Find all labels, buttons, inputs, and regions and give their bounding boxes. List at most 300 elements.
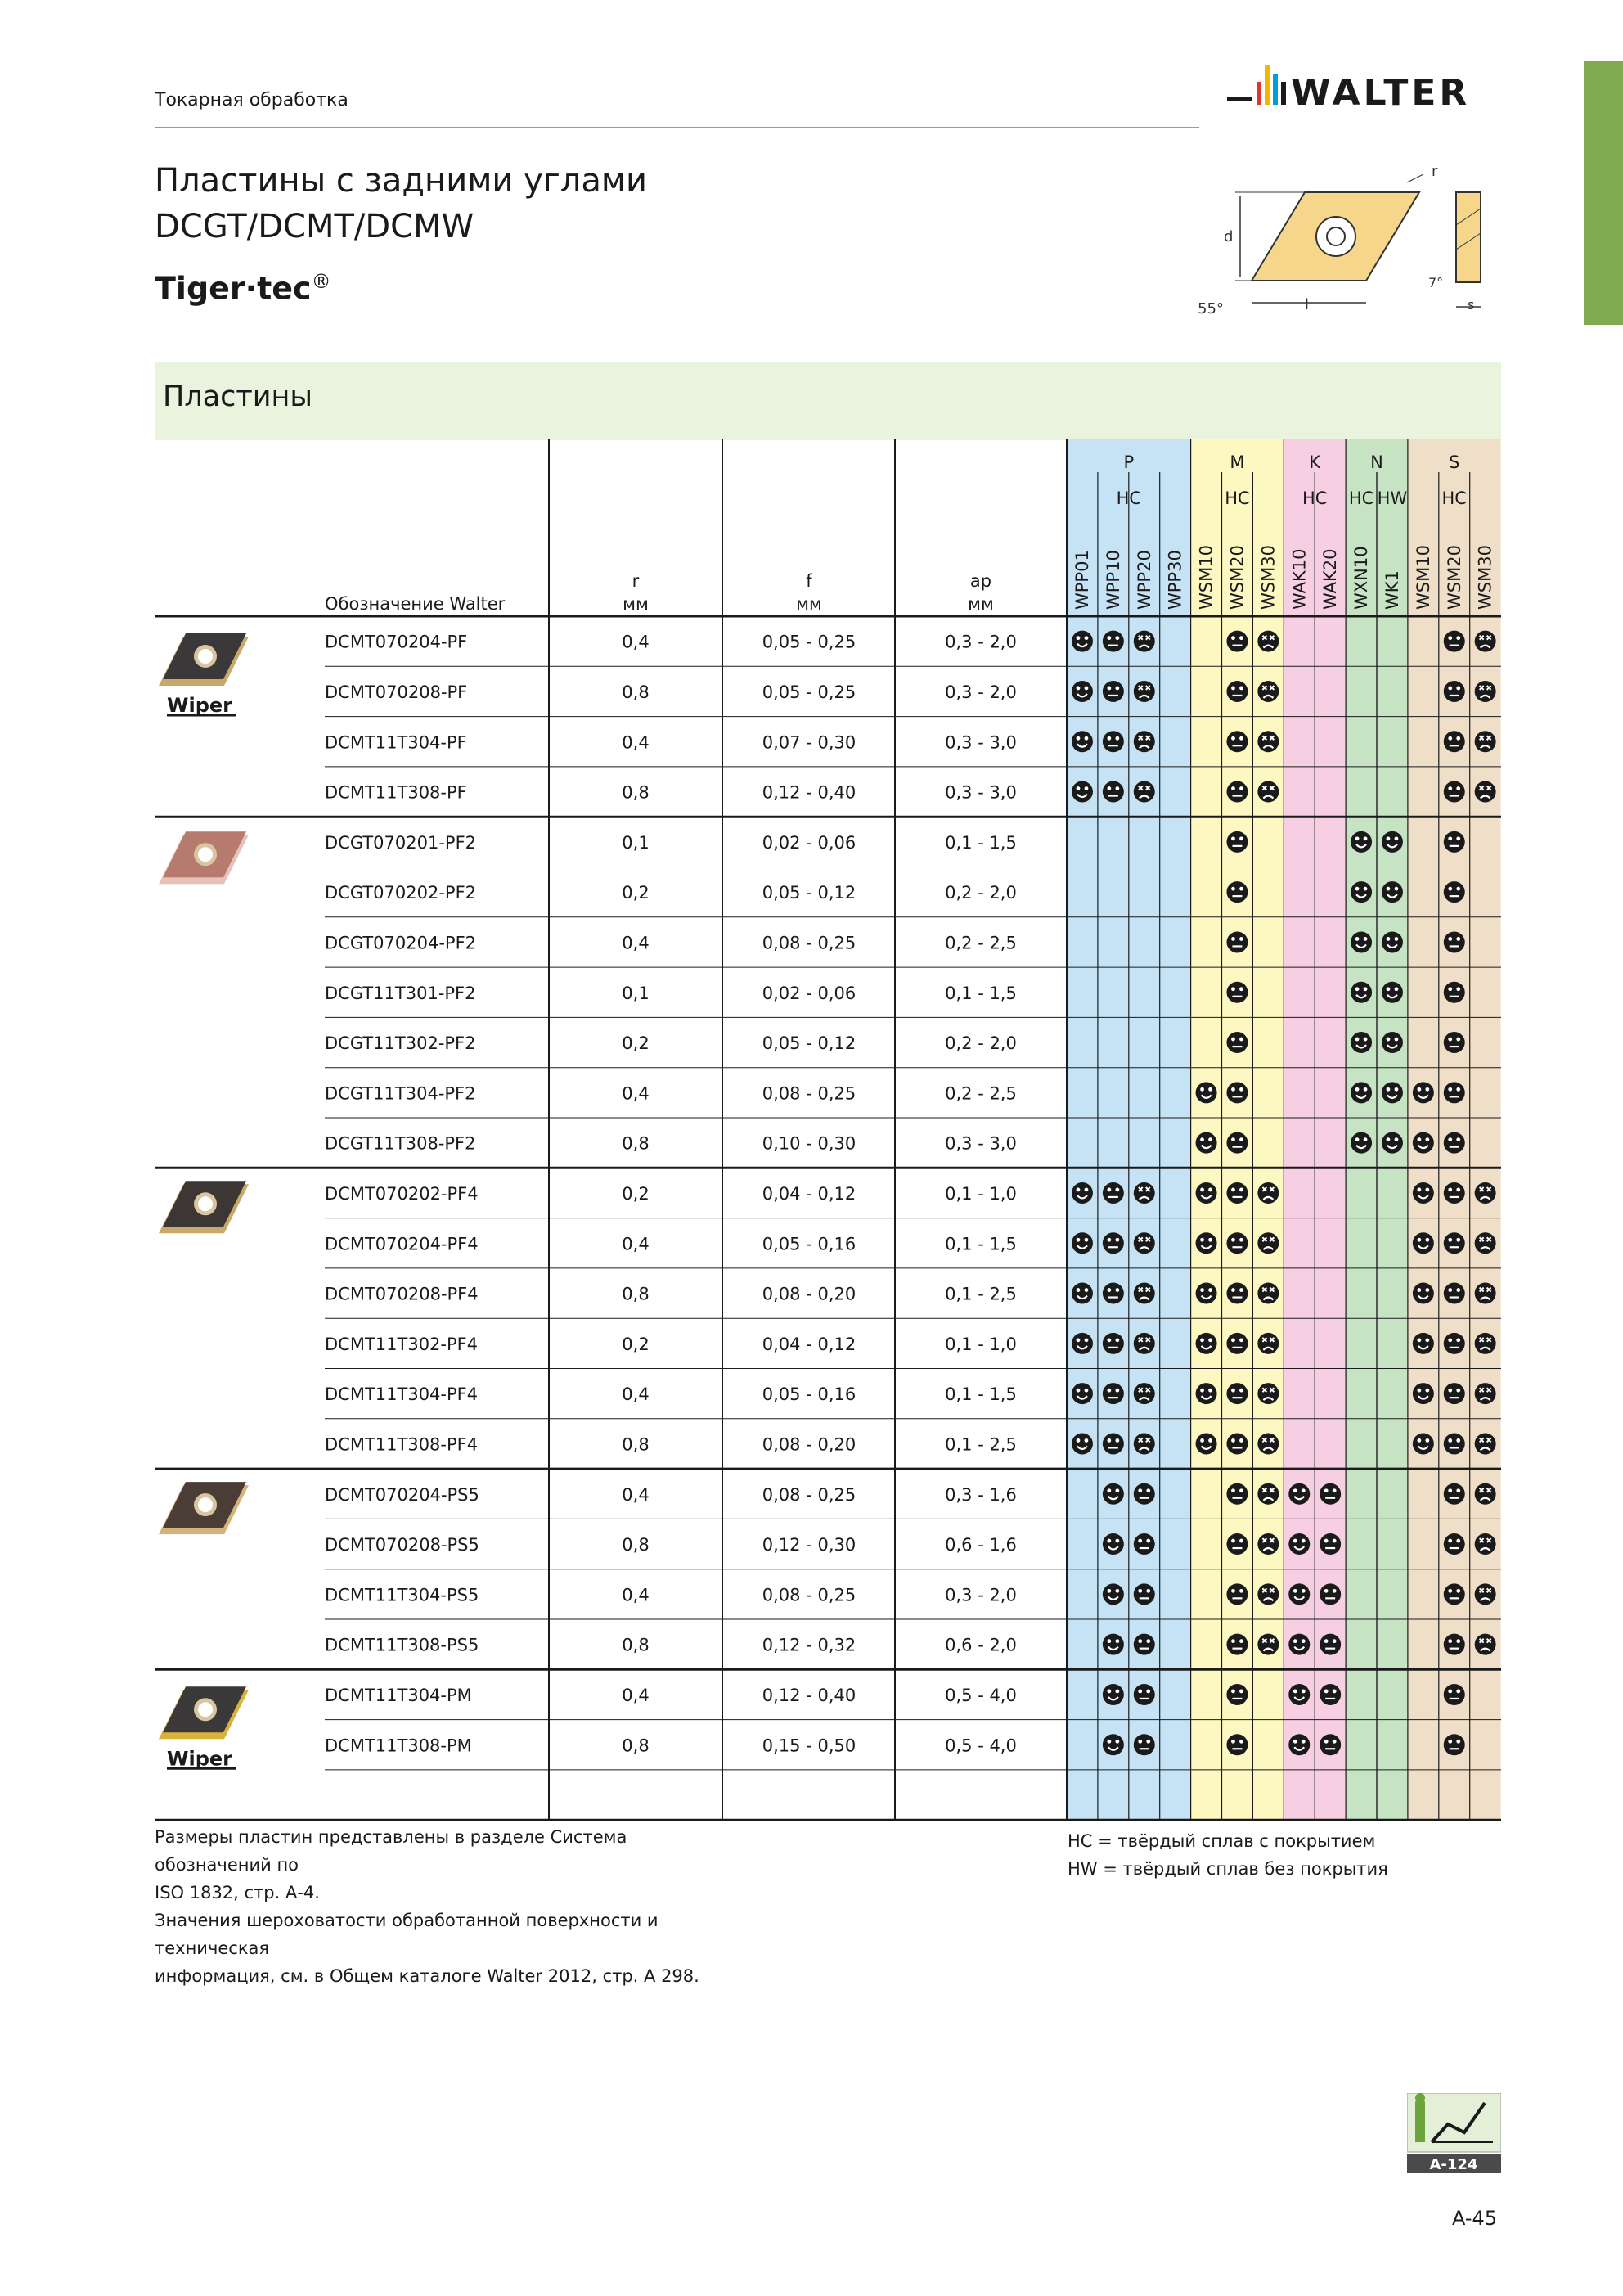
good-suitability-icon xyxy=(1103,1533,1124,1555)
feed-value: 0,05 - 0,12 xyxy=(762,1033,856,1054)
limited-suitability-icon xyxy=(1134,1333,1155,1354)
good-suitability-icon xyxy=(1351,1082,1372,1103)
grade-header: WSM30 xyxy=(1258,545,1279,610)
medium-suitability-icon xyxy=(1226,982,1248,1003)
good-suitability-icon xyxy=(1351,1032,1372,1053)
good-suitability-icon xyxy=(1103,1684,1124,1705)
insert-code: DCGT11T304-PF2 xyxy=(325,1083,476,1104)
medium-suitability-icon xyxy=(1444,1182,1465,1204)
limited-suitability-icon xyxy=(1475,1483,1496,1505)
depth-value: 0,6 - 1,6 xyxy=(945,1535,1017,1555)
medium-suitability-icon xyxy=(1226,931,1248,952)
diagram-label-angle: 55° xyxy=(1198,300,1224,317)
grade-header: WPP20 xyxy=(1134,550,1154,610)
footnote-line: Значения шероховатости обработанной поверхности и техническая xyxy=(155,1911,659,1958)
material-group-label: P xyxy=(1123,452,1135,472)
limited-suitability-icon xyxy=(1475,1583,1496,1605)
medium-suitability-icon xyxy=(1444,781,1465,803)
feed-value: 0,08 - 0,20 xyxy=(762,1434,856,1455)
medium-suitability-icon xyxy=(1226,1483,1248,1505)
radius-value: 0,4 xyxy=(622,1585,650,1605)
medium-suitability-icon xyxy=(1226,1383,1248,1404)
medium-suitability-icon xyxy=(1320,1533,1341,1555)
brand-name xyxy=(155,270,331,307)
limited-suitability-icon xyxy=(1475,781,1496,803)
insert-code: DCGT11T308-PF2 xyxy=(325,1133,476,1154)
good-suitability-icon xyxy=(1103,1734,1124,1755)
grade-header: WPP01 xyxy=(1072,550,1092,610)
subgroup-label: HC xyxy=(1225,488,1250,508)
limited-suitability-icon xyxy=(1475,681,1496,702)
depth-value: 0,1 - 1,5 xyxy=(945,1384,1017,1405)
radius-value: 0,4 xyxy=(622,1384,650,1405)
page-title-line2: DCGT/DCMT/DCMW xyxy=(155,208,474,245)
medium-suitability-icon xyxy=(1103,1283,1124,1304)
medium-suitability-icon xyxy=(1320,1583,1341,1605)
depth-value: 0,1 - 1,0 xyxy=(945,1334,1017,1354)
good-suitability-icon xyxy=(1413,1082,1434,1103)
insert-image xyxy=(159,831,249,884)
limited-suitability-icon xyxy=(1475,1182,1496,1204)
insert-code: DCMT11T304-PM xyxy=(325,1685,472,1705)
medium-suitability-icon xyxy=(1444,1433,1465,1454)
good-suitability-icon xyxy=(1072,1383,1093,1404)
limited-suitability-icon xyxy=(1475,631,1496,652)
medium-suitability-icon xyxy=(1226,681,1248,702)
grade-header: WPP30 xyxy=(1165,550,1185,610)
medium-suitability-icon xyxy=(1226,1533,1248,1555)
grade-header: WSM10 xyxy=(1413,545,1433,610)
insert-code: DCMT11T304-PS5 xyxy=(325,1585,479,1605)
medium-suitability-icon xyxy=(1103,731,1124,752)
good-suitability-icon xyxy=(1382,1082,1403,1103)
depth-value: 0,3 - 2,0 xyxy=(945,632,1017,652)
medium-suitability-icon xyxy=(1226,1032,1248,1053)
good-suitability-icon xyxy=(1288,1533,1310,1555)
medium-suitability-icon xyxy=(1444,1333,1465,1354)
good-suitability-icon xyxy=(1196,1433,1217,1454)
radius-value: 0,4 xyxy=(622,933,650,953)
footnote-line: ISO 1832, стр. А-4. xyxy=(155,1883,320,1902)
good-suitability-icon xyxy=(1413,1283,1434,1304)
col-header-f: f xyxy=(806,571,812,591)
insert-image xyxy=(159,1482,249,1534)
radius-value: 0,4 xyxy=(622,1083,650,1104)
good-suitability-icon xyxy=(1382,931,1403,952)
diagram-label-l: l xyxy=(1305,296,1310,313)
medium-suitability-icon xyxy=(1444,1283,1465,1304)
radius-value: 0,4 xyxy=(622,1484,650,1505)
depth-value: 0,6 - 2,0 xyxy=(945,1635,1017,1655)
medium-suitability-icon xyxy=(1320,1483,1341,1505)
feed-value: 0,08 - 0,25 xyxy=(762,1585,856,1605)
insert-code: DCMT070204-PF4 xyxy=(325,1234,479,1254)
feed-value: 0,05 - 0,16 xyxy=(762,1384,856,1405)
diagram-label-r: r xyxy=(1432,163,1438,180)
feed-value: 0,08 - 0,20 xyxy=(762,1284,856,1304)
good-suitability-icon xyxy=(1072,1283,1093,1304)
radius-value: 0,8 xyxy=(622,1635,650,1655)
subgroup-label: HC xyxy=(1441,488,1467,508)
insert-code: DCMT070204-PF xyxy=(325,632,468,652)
insert-code: DCMT070208-PS5 xyxy=(325,1535,479,1555)
limited-suitability-icon xyxy=(1475,1634,1496,1655)
good-suitability-icon xyxy=(1288,1634,1310,1655)
medium-suitability-icon xyxy=(1226,1182,1248,1204)
good-suitability-icon xyxy=(1413,1433,1434,1454)
material-group-label: K xyxy=(1309,452,1321,472)
limited-suitability-icon xyxy=(1257,1232,1279,1254)
page-title-line1: Пластины с задними углами xyxy=(155,162,648,200)
limited-suitability-icon xyxy=(1134,1283,1155,1304)
radius-value: 0,2 xyxy=(622,1183,650,1204)
limited-suitability-icon xyxy=(1134,681,1155,702)
grade-header: WSM10 xyxy=(1196,545,1216,610)
feed-value: 0,12 - 0,40 xyxy=(762,1685,856,1705)
medium-suitability-icon xyxy=(1103,1333,1124,1354)
col-header-designation: Обозначение Walter xyxy=(325,594,506,614)
insert-code: DCMT11T302-PF4 xyxy=(325,1334,479,1354)
good-suitability-icon xyxy=(1413,1132,1434,1154)
depth-value: 0,2 - 2,0 xyxy=(945,883,1017,903)
limited-suitability-icon xyxy=(1257,1182,1279,1204)
limited-suitability-icon xyxy=(1257,1333,1279,1354)
radius-value: 0,1 xyxy=(622,983,650,1003)
col-header-f-unit: мм xyxy=(796,594,822,614)
info-reference-icon[interactable] xyxy=(1407,2093,1501,2173)
insert-code: DCMT11T304-PF4 xyxy=(325,1384,479,1405)
feed-value: 0,10 - 0,30 xyxy=(762,1133,856,1154)
depth-value: 0,3 - 3,0 xyxy=(945,732,1017,753)
insert-code: DCMT11T308-PS5 xyxy=(325,1635,479,1655)
medium-suitability-icon xyxy=(1226,781,1248,803)
medium-suitability-icon xyxy=(1320,1634,1341,1655)
good-suitability-icon xyxy=(1382,831,1403,853)
limited-suitability-icon xyxy=(1257,681,1279,702)
feed-value: 0,05 - 0,25 xyxy=(762,632,856,652)
good-suitability-icon xyxy=(1351,931,1372,952)
medium-suitability-icon xyxy=(1444,1032,1465,1053)
insert-diagram xyxy=(1186,160,1509,323)
good-suitability-icon xyxy=(1103,1483,1124,1505)
medium-suitability-icon xyxy=(1134,1734,1155,1755)
depth-value: 0,1 - 1,0 xyxy=(945,1183,1017,1204)
radius-value: 0,8 xyxy=(622,782,650,803)
insert-code: DCGT11T301-PF2 xyxy=(325,983,476,1003)
good-suitability-icon xyxy=(1072,1232,1093,1254)
grade-header: WSM20 xyxy=(1227,545,1248,610)
good-suitability-icon xyxy=(1072,731,1093,752)
insert-code: DCMT11T308-PF4 xyxy=(325,1434,479,1455)
medium-suitability-icon xyxy=(1103,1383,1124,1404)
medium-suitability-icon xyxy=(1444,731,1465,752)
diagram-label-d: d xyxy=(1224,228,1234,245)
chapter-tab xyxy=(1584,61,1623,325)
page-number: A-45 xyxy=(1452,2207,1498,2230)
radius-value: 0,4 xyxy=(622,632,650,652)
col-header-ap-unit: мм xyxy=(968,594,994,614)
good-suitability-icon xyxy=(1288,1583,1310,1605)
insert-code: DCMT070204-PS5 xyxy=(325,1484,479,1505)
limited-suitability-icon xyxy=(1257,731,1279,752)
good-suitability-icon xyxy=(1072,631,1093,652)
good-suitability-icon xyxy=(1196,1333,1217,1354)
limited-suitability-icon xyxy=(1257,781,1279,803)
insert-code: DCMT070202-PF4 xyxy=(325,1183,479,1204)
logo-text: WALTER xyxy=(1291,72,1471,114)
feed-value: 0,05 - 0,12 xyxy=(762,883,856,903)
insert-code: DCMT070208-PF xyxy=(325,682,468,702)
limited-suitability-icon xyxy=(1257,631,1279,652)
limited-suitability-icon xyxy=(1134,631,1155,652)
medium-suitability-icon xyxy=(1320,1684,1341,1705)
medium-suitability-icon xyxy=(1320,1734,1341,1755)
medium-suitability-icon xyxy=(1103,631,1124,652)
good-suitability-icon xyxy=(1413,1182,1434,1204)
medium-suitability-icon xyxy=(1134,1634,1155,1655)
limited-suitability-icon xyxy=(1134,1433,1155,1454)
depth-value: 0,5 - 4,0 xyxy=(945,1685,1017,1705)
medium-suitability-icon xyxy=(1444,1232,1465,1254)
grade-header: WSM30 xyxy=(1475,545,1495,610)
wiper-label: Wiper xyxy=(167,1747,232,1771)
medium-suitability-icon xyxy=(1103,781,1124,803)
good-suitability-icon xyxy=(1413,1232,1434,1254)
material-group-label: M xyxy=(1230,452,1245,472)
feed-value: 0,08 - 0,25 xyxy=(762,1083,856,1104)
feed-value: 0,05 - 0,25 xyxy=(762,682,856,702)
limited-suitability-icon xyxy=(1257,1583,1279,1605)
limited-suitability-icon xyxy=(1475,1333,1496,1354)
footnote-line: Размеры пластин представлены в разделе Система обозначений по xyxy=(155,1827,627,1875)
radius-value: 0,8 xyxy=(622,1284,650,1304)
medium-suitability-icon xyxy=(1444,831,1465,853)
insert-code: DCMT11T308-PM xyxy=(325,1736,472,1756)
col-header-r-unit: мм xyxy=(623,594,649,614)
diagram-label-angle2: 7° xyxy=(1428,275,1444,290)
limited-suitability-icon xyxy=(1475,1383,1496,1404)
medium-suitability-icon xyxy=(1444,1383,1465,1404)
radius-value: 0,8 xyxy=(622,682,650,702)
depth-value: 0,2 - 2,5 xyxy=(945,1083,1017,1104)
limited-suitability-icon xyxy=(1475,1433,1496,1454)
insert-code: DCGT070201-PF2 xyxy=(325,832,477,853)
good-suitability-icon xyxy=(1382,1032,1403,1053)
diagram-label-s: s xyxy=(1468,297,1475,313)
radius-value: 0,2 xyxy=(622,883,650,903)
grade-header: WSM20 xyxy=(1444,545,1464,610)
good-suitability-icon xyxy=(1196,1082,1217,1103)
medium-suitability-icon xyxy=(1226,831,1248,853)
medium-suitability-icon xyxy=(1103,1232,1124,1254)
medium-suitability-icon xyxy=(1444,982,1465,1003)
subgroup-label: HC xyxy=(1302,488,1328,508)
good-suitability-icon xyxy=(1072,681,1093,702)
feed-value: 0,12 - 0,40 xyxy=(762,782,856,803)
insert-code: DCMT11T308-PF xyxy=(325,782,467,803)
insert-image xyxy=(159,1686,249,1770)
limited-suitability-icon xyxy=(1257,1383,1279,1404)
good-suitability-icon xyxy=(1288,1483,1310,1505)
depth-value: 0,1 - 2,5 xyxy=(945,1284,1017,1304)
good-suitability-icon xyxy=(1196,1182,1217,1204)
medium-suitability-icon xyxy=(1103,1433,1124,1454)
limited-suitability-icon xyxy=(1475,1232,1496,1254)
limited-suitability-icon xyxy=(1257,1433,1279,1454)
good-suitability-icon xyxy=(1351,831,1372,853)
footnotes-right xyxy=(1068,1827,1493,1883)
subgroup-label: HC xyxy=(1348,488,1374,508)
insert-code: DCGT070202-PF2 xyxy=(325,883,477,903)
good-suitability-icon xyxy=(1351,1132,1372,1154)
good-suitability-icon xyxy=(1351,881,1372,903)
grade-header: WXN10 xyxy=(1351,546,1372,610)
grade-header: WAK20 xyxy=(1320,548,1341,610)
limited-suitability-icon xyxy=(1257,1533,1279,1555)
feed-value: 0,15 - 0,50 xyxy=(762,1736,856,1756)
medium-suitability-icon xyxy=(1134,1533,1155,1555)
depth-value: 0,3 - 2,0 xyxy=(945,682,1017,702)
medium-suitability-icon xyxy=(1444,1634,1465,1655)
good-suitability-icon xyxy=(1072,781,1093,803)
good-suitability-icon xyxy=(1072,1182,1093,1204)
limited-suitability-icon xyxy=(1134,1232,1155,1254)
limited-suitability-icon xyxy=(1134,1383,1155,1404)
col-header-r: r xyxy=(632,571,640,591)
good-suitability-icon xyxy=(1196,1283,1217,1304)
legend-hw: HW = твёрдый сплав без покрытия xyxy=(1068,1859,1388,1879)
medium-suitability-icon xyxy=(1226,1634,1248,1655)
brand-mark: ® xyxy=(311,270,331,293)
good-suitability-icon xyxy=(1072,1433,1093,1454)
good-suitability-icon xyxy=(1413,1333,1434,1354)
grade-header: WK1 xyxy=(1382,570,1402,610)
feed-value: 0,05 - 0,16 xyxy=(762,1234,856,1254)
inserts-table xyxy=(155,439,1501,1822)
medium-suitability-icon xyxy=(1226,1684,1248,1705)
good-suitability-icon xyxy=(1382,1132,1403,1154)
radius-value: 0,2 xyxy=(622,1334,650,1354)
good-suitability-icon xyxy=(1103,1583,1124,1605)
depth-value: 0,1 - 1,5 xyxy=(945,832,1017,853)
limited-suitability-icon xyxy=(1134,1182,1155,1204)
medium-suitability-icon xyxy=(1226,881,1248,903)
wiper-label: Wiper xyxy=(167,694,232,717)
footnotes-left xyxy=(155,1823,744,1990)
insert-code: DCGT070204-PF2 xyxy=(325,933,477,953)
grade-header: WPP10 xyxy=(1103,550,1123,610)
feed-value: 0,08 - 0,25 xyxy=(762,933,856,953)
depth-value: 0,3 - 1,6 xyxy=(945,1484,1017,1505)
depth-value: 0,5 - 4,0 xyxy=(945,1736,1017,1756)
legend-hc: HC = твёрдый сплав с покрытием xyxy=(1068,1831,1376,1851)
limited-suitability-icon xyxy=(1257,1483,1279,1505)
feed-value: 0,12 - 0,32 xyxy=(762,1635,856,1655)
insert-image xyxy=(159,1181,249,1233)
feed-value: 0,12 - 0,30 xyxy=(762,1535,856,1555)
radius-value: 0,2 xyxy=(622,1033,650,1054)
depth-value: 0,3 - 3,0 xyxy=(945,782,1017,803)
brand-text: Tiger·tec xyxy=(155,270,312,307)
medium-suitability-icon xyxy=(1444,631,1465,652)
material-group-label: N xyxy=(1370,452,1383,472)
depth-value: 0,3 - 2,0 xyxy=(945,1585,1017,1605)
good-suitability-icon xyxy=(1382,881,1403,903)
limited-suitability-icon xyxy=(1257,1634,1279,1655)
medium-suitability-icon xyxy=(1444,1082,1465,1103)
radius-value: 0,8 xyxy=(622,1133,650,1154)
medium-suitability-icon xyxy=(1226,1283,1248,1304)
medium-suitability-icon xyxy=(1444,1684,1465,1705)
insert-code: DCMT11T304-PF xyxy=(325,732,467,753)
subgroup-label: HC xyxy=(1116,488,1142,508)
section-banner xyxy=(155,362,1501,440)
medium-suitability-icon xyxy=(1226,1734,1248,1755)
good-suitability-icon xyxy=(1351,982,1372,1003)
medium-suitability-icon xyxy=(1444,681,1465,702)
feed-value: 0,04 - 0,12 xyxy=(762,1334,856,1354)
col-header-ap: ap xyxy=(969,571,992,591)
medium-suitability-icon xyxy=(1103,681,1124,702)
limited-suitability-icon xyxy=(1475,1283,1496,1304)
medium-suitability-icon xyxy=(1226,1232,1248,1254)
medium-suitability-icon xyxy=(1103,1182,1124,1204)
radius-value: 0,8 xyxy=(622,1535,650,1555)
banner-title: Пластины xyxy=(163,380,313,413)
medium-suitability-icon xyxy=(1444,1583,1465,1605)
depth-value: 0,1 - 1,5 xyxy=(945,1234,1017,1254)
medium-suitability-icon xyxy=(1226,731,1248,752)
medium-suitability-icon xyxy=(1226,1333,1248,1354)
insert-code: DCMT070208-PF4 xyxy=(325,1284,479,1304)
feed-value: 0,02 - 0,06 xyxy=(762,983,856,1003)
depth-value: 0,2 - 2,0 xyxy=(945,1033,1017,1054)
medium-suitability-icon xyxy=(1444,881,1465,903)
medium-suitability-icon xyxy=(1134,1583,1155,1605)
grade-header: WAK10 xyxy=(1289,548,1310,610)
feed-value: 0,07 - 0,30 xyxy=(762,732,856,753)
material-group-label: S xyxy=(1449,452,1460,472)
feed-value: 0,08 - 0,25 xyxy=(762,1484,856,1505)
medium-suitability-icon xyxy=(1134,1684,1155,1705)
header-rule xyxy=(155,127,1199,128)
medium-suitability-icon xyxy=(1226,1583,1248,1605)
limited-suitability-icon xyxy=(1134,781,1155,803)
medium-suitability-icon xyxy=(1444,1734,1465,1755)
limited-suitability-icon xyxy=(1475,1533,1496,1555)
medium-suitability-icon xyxy=(1226,1433,1248,1454)
depth-value: 0,3 - 3,0 xyxy=(945,1133,1017,1154)
medium-suitability-icon xyxy=(1444,1483,1465,1505)
good-suitability-icon xyxy=(1196,1132,1217,1154)
radius-value: 0,1 xyxy=(622,832,650,853)
medium-suitability-icon xyxy=(1134,1483,1155,1505)
good-suitability-icon xyxy=(1288,1684,1310,1705)
limited-suitability-icon xyxy=(1257,1283,1279,1304)
feed-value: 0,04 - 0,12 xyxy=(762,1183,856,1204)
radius-value: 0,4 xyxy=(622,1685,650,1705)
depth-value: 0,1 - 1,5 xyxy=(945,983,1017,1003)
footnote-line: информация, см. в Общем каталоге Walter 2012, стр. А 298. xyxy=(155,1966,699,1986)
section-label: Токарная обработка xyxy=(155,90,348,110)
insert-code: DCGT11T302-PF2 xyxy=(325,1033,476,1054)
good-suitability-icon xyxy=(1413,1383,1434,1404)
limited-suitability-icon xyxy=(1134,731,1155,752)
medium-suitability-icon xyxy=(1226,631,1248,652)
medium-suitability-icon xyxy=(1226,1132,1248,1154)
medium-suitability-icon xyxy=(1226,1082,1248,1103)
walter-logo xyxy=(1227,59,1505,116)
